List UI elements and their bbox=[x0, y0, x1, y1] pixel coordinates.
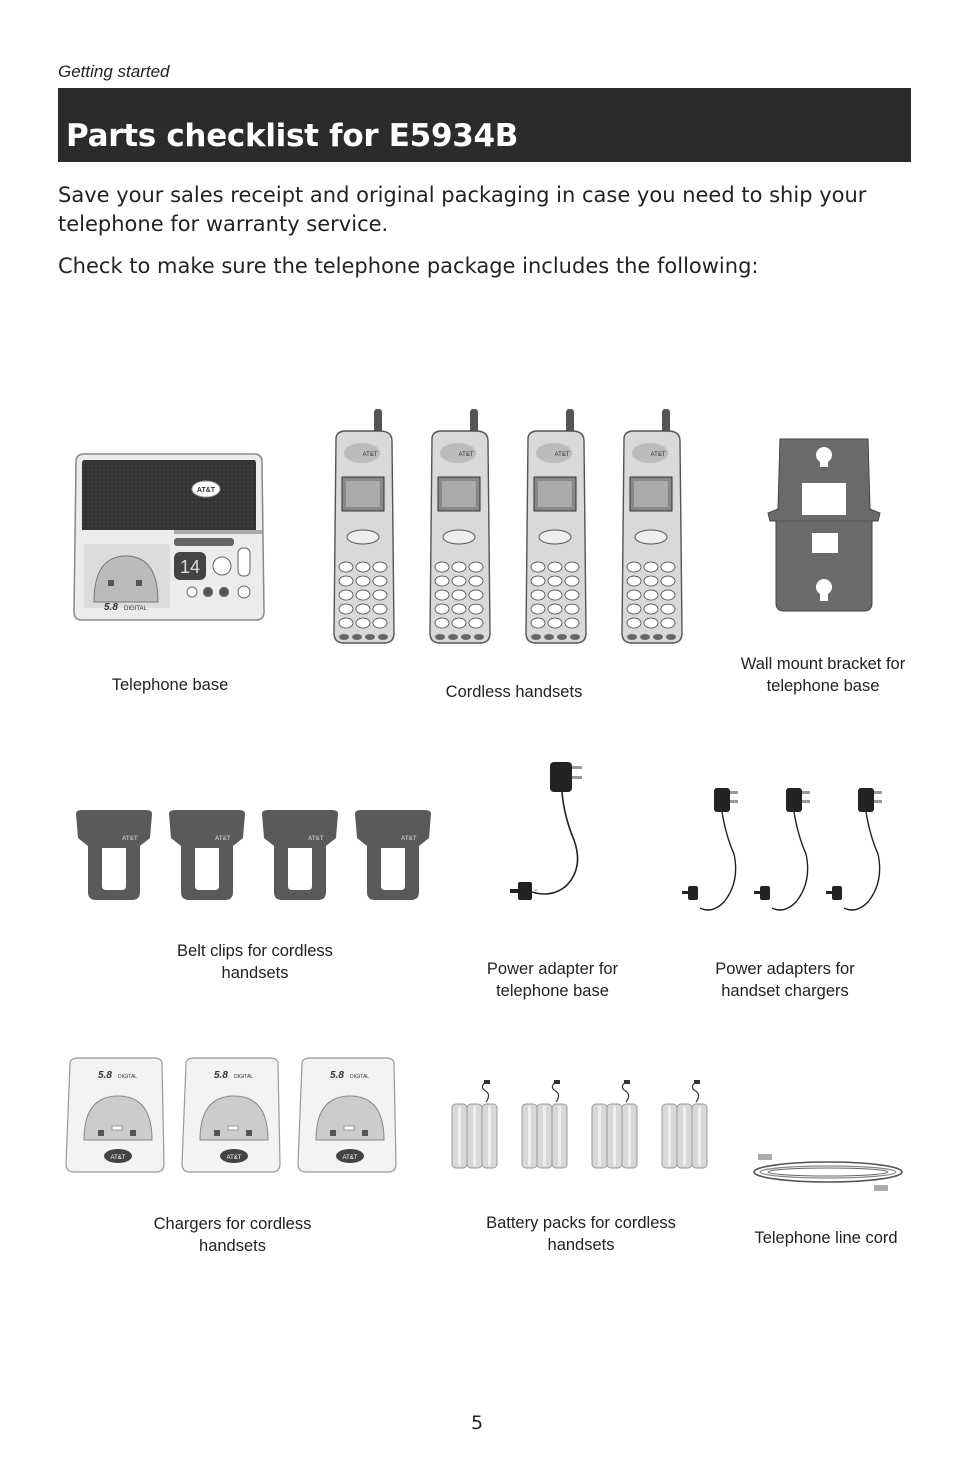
svg-text:AT&T: AT&T bbox=[110, 1155, 126, 1161]
intro-paragraph-1: Save your sales receipt and original packaging in case you need to ship your telephone for warranty service. bbox=[58, 183, 867, 236]
battery-pack bbox=[452, 1080, 497, 1168]
charger bbox=[182, 1058, 280, 1172]
svg-text:AT&T: AT&T bbox=[458, 452, 474, 458]
svg-text:5.8: 5.8 bbox=[98, 1070, 112, 1081]
charger bbox=[66, 1058, 164, 1172]
belt-clip bbox=[262, 810, 338, 900]
svg-text:DIGITAL: DIGITAL bbox=[350, 1074, 370, 1080]
belt-clip bbox=[169, 810, 245, 900]
page-number: 5 bbox=[470, 1412, 484, 1434]
svg-text:AT&T: AT&T bbox=[226, 1155, 242, 1161]
caption-power-adapters-chargers: Power adapters for handset chargers bbox=[715, 960, 855, 1000]
svg-text:AT&T: AT&T bbox=[215, 836, 231, 842]
base-brand-text: AT&T bbox=[196, 487, 216, 494]
charger-adapter bbox=[826, 788, 882, 910]
page-title: Parts checklist for E5934B bbox=[66, 118, 519, 154]
handset bbox=[622, 409, 682, 643]
base-digital-text: DIGITAL bbox=[124, 606, 147, 612]
svg-text:AT&T: AT&T bbox=[401, 836, 417, 842]
section-label: Getting started bbox=[58, 62, 170, 81]
caption-belt-clips: Belt clips for cordless handsets bbox=[177, 942, 333, 982]
svg-text:AT&T: AT&T bbox=[122, 836, 138, 842]
base-display-text: 14 bbox=[179, 557, 201, 577]
base-band-text: 5.8 bbox=[104, 602, 118, 613]
handset bbox=[334, 409, 394, 643]
telephone-base-image bbox=[70, 452, 268, 624]
charger-adapter bbox=[754, 788, 810, 910]
svg-text:AT&T: AT&T bbox=[308, 836, 324, 842]
svg-text:5.8: 5.8 bbox=[330, 1070, 344, 1081]
telephone-line-cord-image bbox=[750, 1150, 906, 1196]
belt-clip bbox=[76, 810, 152, 900]
handset bbox=[526, 409, 586, 643]
caption-telephone-line-cord: Telephone line cord bbox=[754, 1229, 898, 1247]
svg-text:AT&T: AT&T bbox=[342, 1155, 358, 1161]
svg-text:AT&T: AT&T bbox=[650, 452, 666, 458]
caption-battery-packs: Battery packs for cordless handsets bbox=[486, 1214, 676, 1254]
cordless-handsets-image bbox=[330, 405, 695, 650]
svg-text:AT&T: AT&T bbox=[362, 452, 378, 458]
caption-power-adapter-base: Power adapter for telephone base bbox=[486, 960, 619, 1000]
battery-pack bbox=[662, 1080, 707, 1168]
handset bbox=[430, 409, 490, 643]
svg-text:5.8: 5.8 bbox=[214, 1070, 228, 1081]
belt-clip bbox=[355, 810, 431, 900]
battery-pack bbox=[522, 1080, 567, 1168]
battery-packs-image bbox=[446, 1078, 726, 1172]
chargers-image bbox=[64, 1056, 406, 1176]
svg-text:DIGITAL: DIGITAL bbox=[118, 1074, 138, 1080]
caption-chargers: Chargers for cordless handsets bbox=[153, 1215, 312, 1255]
svg-text:AT&T: AT&T bbox=[554, 452, 570, 458]
title-bar bbox=[58, 88, 911, 162]
svg-text:DIGITAL: DIGITAL bbox=[234, 1074, 254, 1080]
battery-pack bbox=[592, 1080, 637, 1168]
power-adapters-chargers-image bbox=[680, 784, 890, 926]
charger bbox=[298, 1058, 396, 1172]
power-adapter-base-image bbox=[508, 756, 588, 906]
caption-telephone-base: Telephone base bbox=[111, 676, 229, 694]
belt-clips-image bbox=[74, 808, 438, 904]
wall-mount-bracket-image bbox=[766, 435, 882, 613]
charger-adapter bbox=[682, 788, 738, 910]
caption-wall-mount-bracket: Wall mount bracket for telephone base bbox=[740, 655, 906, 695]
intro-paragraph-2: Check to make sure the telephone package includes the following: bbox=[58, 254, 759, 278]
caption-cordless-handsets: Cordless handsets bbox=[445, 683, 583, 701]
